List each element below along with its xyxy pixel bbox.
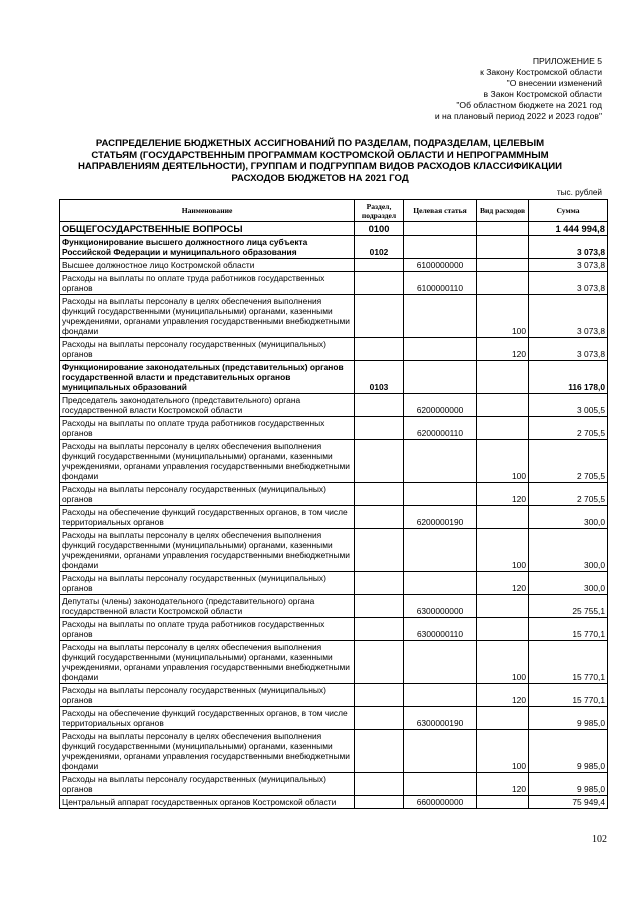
- row-section: [355, 796, 404, 809]
- appendix-line: "Об областном бюджете на 2021 год: [456, 100, 602, 110]
- row-section: [355, 295, 404, 338]
- row-name: Расходы на обеспечение функций государственных органов, в том числе территориальных органов: [60, 707, 355, 730]
- row-name: Председатель законодательного (представительного) органа государственной власти Костромской области: [60, 394, 355, 417]
- row-sum: 300,0: [529, 529, 608, 572]
- header-expense-kind: Вид расходов: [477, 200, 529, 222]
- row-name: Расходы на обеспечение функций государственных органов, в том числе территориальных органов: [60, 506, 355, 529]
- row-expense-kind: 100: [477, 730, 529, 773]
- row-section: [355, 684, 404, 707]
- row-sum: 3 073,8: [529, 295, 608, 338]
- row-sum: 3 073,8: [529, 259, 608, 272]
- row-name: Расходы на выплаты персоналу в целях обеспечения выполнения функций государственными (муниципальными) органами, казенными учреждениями, органами управления государственными внебюджетными фондами: [60, 295, 355, 338]
- header-name: Наименование: [60, 200, 355, 222]
- row-target-article: 6300000000: [404, 595, 477, 618]
- row-name: Расходы на выплаты персоналу в целях обеспечения выполнения функций государственными (муниципальными) органами, казенными учреждениями, органами управления государственными внебюджетными фондами: [60, 529, 355, 572]
- row-target-article: 6300000190: [404, 707, 477, 730]
- header-section: Раздел, подраздел: [355, 200, 404, 222]
- table-row: [60, 730, 608, 773]
- row-expense-kind: 120: [477, 338, 529, 361]
- row-target-article: [404, 641, 477, 684]
- row-expense-kind: [477, 595, 529, 618]
- row-target-article: [404, 295, 477, 338]
- row-name: Расходы на выплаты персоналу государственных (муниципальных) органов: [60, 572, 355, 595]
- row-name: Расходы на выплаты персоналу государственных (муниципальных) органов: [60, 483, 355, 506]
- row-target-article: [404, 440, 477, 483]
- row-section: [355, 483, 404, 506]
- table-row: [60, 361, 608, 394]
- row-expense-kind: [477, 707, 529, 730]
- row-section: [355, 618, 404, 641]
- row-section: [355, 641, 404, 684]
- row-expense-kind: [477, 618, 529, 641]
- row-name: Функционирование законодательных (представительных) органов государственной власти и представительных органов муниципальных образований: [60, 361, 355, 394]
- row-sum: 2 705,5: [529, 440, 608, 483]
- row-sum: 9 985,0: [529, 730, 608, 773]
- table-row: [60, 506, 608, 529]
- row-target-article: 6100000110: [404, 272, 477, 295]
- table-row: [60, 684, 608, 707]
- row-section: 0102: [355, 236, 404, 259]
- row-target-article: [404, 236, 477, 259]
- row-sum: 3 073,8: [529, 338, 608, 361]
- row-name: Высшее должностное лицо Костромской области: [60, 259, 355, 272]
- row-section: [355, 440, 404, 483]
- row-expense-kind: 120: [477, 572, 529, 595]
- row-expense-kind: [477, 417, 529, 440]
- appendix-line: к Закону Костромской области: [480, 67, 602, 77]
- row-target-article: [404, 684, 477, 707]
- document-title: [50, 138, 590, 184]
- row-sum: 2 705,5: [529, 417, 608, 440]
- header-sum: Сумма: [529, 200, 608, 222]
- row-name: Расходы на выплаты персоналу в целях обеспечения выполнения функций государственными (муниципальными) органами, казенными учреждениями, органами управления государственными внебюджетными фондами: [60, 641, 355, 684]
- row-expense-kind: [477, 394, 529, 417]
- table-header-row: [60, 200, 608, 222]
- table-row: [60, 483, 608, 506]
- row-sum: 75 949,4: [529, 796, 608, 809]
- row-target-article: [404, 222, 477, 236]
- table-row: [60, 440, 608, 483]
- row-section: [355, 506, 404, 529]
- title-line: НАПРАВЛЕНИЯМ ДЕЯТЕЛЬНОСТИ), ГРУППАМ И ПОДГРУППАМ ВИДОВ РАСХОДОВ КЛАССИФИКАЦИИ: [77, 161, 562, 172]
- row-expense-kind: [477, 796, 529, 809]
- table-row: [60, 572, 608, 595]
- row-name: Депутаты (члены) законодательного (представительного) органа государственной власти Костромской области: [60, 595, 355, 618]
- row-name: Расходы на выплаты персоналу государственных (муниципальных) органов: [60, 338, 355, 361]
- appendix-line: и на плановый период 2022 и 2023 годов": [434, 111, 602, 121]
- row-section: [355, 338, 404, 361]
- row-section: [355, 595, 404, 618]
- row-target-article: [404, 773, 477, 796]
- row-target-article: 6200000190: [404, 506, 477, 529]
- page-number: 102: [592, 834, 607, 845]
- row-expense-kind: 120: [477, 684, 529, 707]
- row-sum: 3 005,5: [529, 394, 608, 417]
- row-target-article: 6200000110: [404, 417, 477, 440]
- row-expense-kind: [477, 506, 529, 529]
- row-sum: 25 755,1: [529, 595, 608, 618]
- appendix-line: "О внесении изменений: [506, 78, 602, 88]
- row-sum: 9 985,0: [529, 773, 608, 796]
- table-row: [60, 236, 608, 259]
- row-target-article: 6300000110: [404, 618, 477, 641]
- table-row: [60, 394, 608, 417]
- row-sum: 116 178,0: [529, 361, 608, 394]
- row-expense-kind: [477, 361, 529, 394]
- row-expense-kind: 120: [477, 773, 529, 796]
- row-section: 0103: [355, 361, 404, 394]
- appendix-line: в Закон Костромской области: [483, 89, 602, 99]
- row-sum: 9 985,0: [529, 707, 608, 730]
- table-row: [60, 222, 608, 236]
- row-target-article: [404, 730, 477, 773]
- row-expense-kind: [477, 259, 529, 272]
- row-section: [355, 259, 404, 272]
- row-name: Расходы на выплаты персоналу в целях обеспечения выполнения функций государственными (муниципальными) органами, казенными учреждениями, органами управления государственными внебюджетными фондами: [60, 440, 355, 483]
- table-row: [60, 259, 608, 272]
- table-row: [60, 618, 608, 641]
- row-section: [355, 272, 404, 295]
- units-label: тыс. рублей: [556, 188, 602, 197]
- row-target-article: 6600000000: [404, 796, 477, 809]
- row-expense-kind: 100: [477, 529, 529, 572]
- title-line: СТАТЬЯМ (ГОСУДАРСТВЕННЫМ ПРОГРАММАМ КОСТРОМСКОЙ ОБЛАСТИ И НЕПРОГРАММНЫМ: [91, 149, 549, 161]
- row-name: Расходы на выплаты по оплате труда работников государственных органов: [60, 417, 355, 440]
- appendix-reference: [282, 56, 602, 122]
- row-sum: 15 770,1: [529, 618, 608, 641]
- row-sum: 300,0: [529, 506, 608, 529]
- row-name: ОБЩЕГОСУДАРСТВЕННЫЕ ВОПРОСЫ: [60, 222, 355, 236]
- appendix-line: ПРИЛОЖЕНИЕ 5: [532, 56, 602, 66]
- row-expense-kind: 100: [477, 295, 529, 338]
- title-line: РАСХОДОВ БЮДЖЕТОВ НА 2021 ГОД: [231, 172, 409, 184]
- row-section: 0100: [355, 222, 404, 236]
- row-target-article: 6200000000: [404, 394, 477, 417]
- table-row: [60, 641, 608, 684]
- table-row: [60, 773, 608, 796]
- row-name: Расходы на выплаты персоналу государственных (муниципальных) органов: [60, 773, 355, 796]
- row-sum: 2 705,5: [529, 483, 608, 506]
- row-section: [355, 417, 404, 440]
- row-sum: 3 073,8: [529, 272, 608, 295]
- row-name: Расходы на выплаты по оплате труда работников государственных органов: [60, 272, 355, 295]
- table-row: [60, 707, 608, 730]
- row-section: [355, 730, 404, 773]
- row-name: Расходы на выплаты персоналу государственных (муниципальных) органов: [60, 684, 355, 707]
- row-section: [355, 572, 404, 595]
- table-row: [60, 272, 608, 295]
- row-expense-kind: [477, 222, 529, 236]
- row-expense-kind: 100: [477, 641, 529, 684]
- table-body: [60, 222, 608, 809]
- table-row: [60, 796, 608, 809]
- title-line: РАСПРЕДЕЛЕНИЕ БЮДЖЕТНЫХ АССИГНОВАНИЙ ПО РАЗДЕЛАМ, ПОДРАЗДЕЛАМ, ЦЕЛЕВЫМ: [95, 138, 545, 149]
- row-name: Центральный аппарат государственных органов Костромской области: [60, 796, 355, 809]
- row-target-article: [404, 529, 477, 572]
- row-target-article: [404, 483, 477, 506]
- header-target-article: Целевая статья: [404, 200, 477, 222]
- row-sum: 15 770,1: [529, 641, 608, 684]
- row-section: [355, 529, 404, 572]
- row-sum: 1 444 994,8: [529, 222, 608, 236]
- table-row: [60, 595, 608, 618]
- row-sum: 3 073,8: [529, 236, 608, 259]
- row-sum: 300,0: [529, 572, 608, 595]
- row-target-article: [404, 361, 477, 394]
- row-name: Расходы на выплаты персоналу в целях обеспечения выполнения функций государственными (муниципальными) органами, казенными учреждениями, органами управления государственными внебюджетными фондами: [60, 730, 355, 773]
- row-section: [355, 394, 404, 417]
- budget-table: [59, 199, 608, 809]
- row-target-article: [404, 572, 477, 595]
- table-row: [60, 529, 608, 572]
- row-section: [355, 707, 404, 730]
- row-section: [355, 773, 404, 796]
- row-sum: 15 770,1: [529, 684, 608, 707]
- table-row: [60, 417, 608, 440]
- row-target-article: [404, 338, 477, 361]
- row-name: Функционирование высшего должностного лица субъекта Российской Федерации и муниципального образования: [60, 236, 355, 259]
- row-expense-kind: [477, 272, 529, 295]
- row-expense-kind: 120: [477, 483, 529, 506]
- row-target-article: 6100000000: [404, 259, 477, 272]
- row-expense-kind: [477, 236, 529, 259]
- row-expense-kind: 100: [477, 440, 529, 483]
- table-row: [60, 295, 608, 338]
- row-name: Расходы на выплаты по оплате труда работников государственных органов: [60, 618, 355, 641]
- table-row: [60, 338, 608, 361]
